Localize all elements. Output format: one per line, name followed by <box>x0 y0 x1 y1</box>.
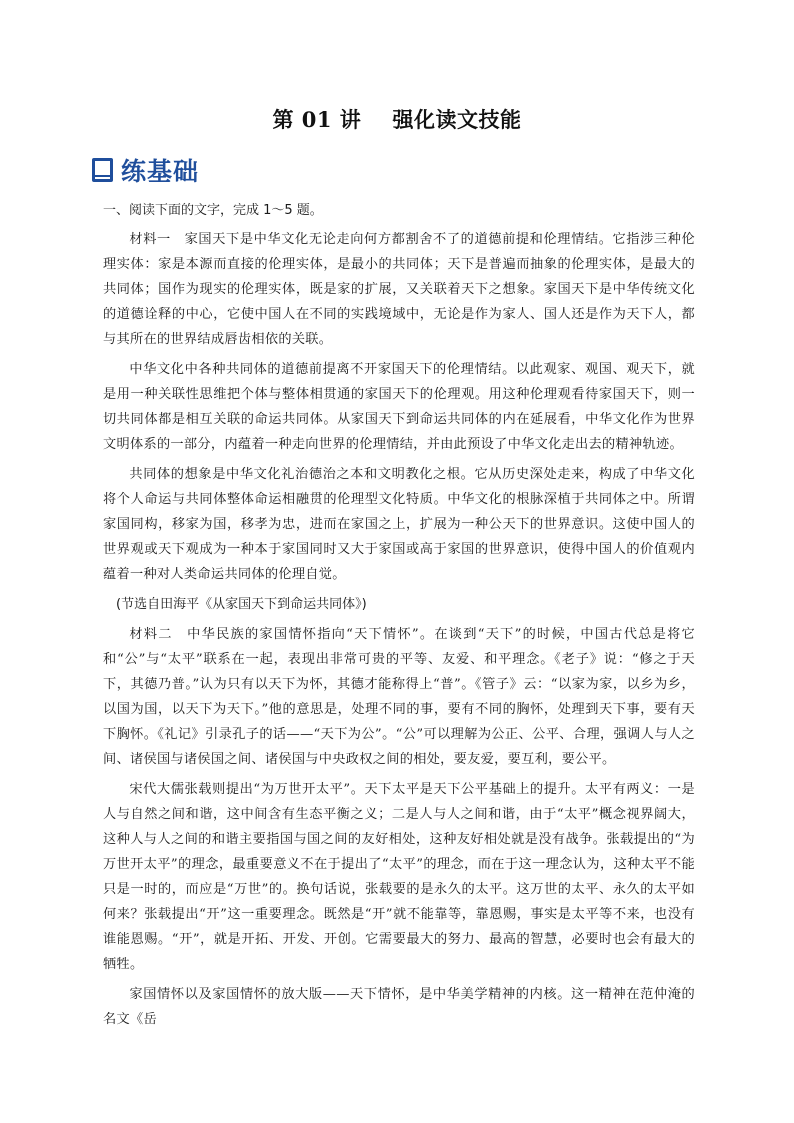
question-instruction: 一、阅读下面的文字，完成 1～5 题。 <box>103 203 323 218</box>
document-title: 第 01 讲 强化读文技能 <box>272 107 522 132</box>
paragraph: 共同体的想象是中华文化礼治德治之本和文明教化之根。它从历史深处走来，构成了中华文化将个人命运与共同体整体命运相融贯的伦理型文化特质。中华文化的根脉深植于共同体之中。所谓家国同构，移家为国，移孝为忠，进而在家国之上，扩展为一种公天下的世界意识。这使中国人的世界观或天下观成为一种本于家国同时又大于家国或高于家国的世界意识，使得中国人的价值观内蕴着一种对人类命运共同体的伦理自觉。 <box>103 467 695 582</box>
paragraph: 家国情怀以及家国情怀的放大版——天下情怀，是中华美学精神的内核。这一精神在范仲淹的名文《岳 <box>103 987 695 1027</box>
reading-content <box>103 198 695 1037</box>
book-icon <box>91 157 115 183</box>
section-label: 练基础 <box>121 157 200 186</box>
paragraph: 中华文化中各种共同体的道德前提离不开家国天下的伦理情结。以此观家、观国、观天下，就是用一种关联性思维把个体与整体相贯通的家国天下的伦理观。用这种伦理观看待家国天下，则一切共同体都是相互关联的命运共同体。从家国天下到命运共同体的内在延展看，中华文化作为世界文明体系的一部分，内蕴着一种走向世界的伦理情结，并由此预设了中华文化走出去的精神轨迹。 <box>103 362 695 452</box>
paragraph: 宋代大儒张载则提出“为万世开太平”。天下太平是天下公平基础上的提升。太平有两义：一是人与自然之间和谐，这中间含有生态平衡之义；二是人与人之间和谐，由于“太平”概念视界阔大，这种人与人之间的和谐主要指国与国之间的友好相处，这种友好相处就是没有战争。张载提出的“为万世开太平”的理念，最重要意义不在于提出了“太平”的理念，而在于这一理念认为，这种太平不能只是一时的，而应是“万世”的。换句话说，张载要的是永久的太平。这万世的太平、永久的太平如何来？张载提出“开”这一重要理念。既然是“开”就不能靠等，靠恩赐，事实是太平等不来，也没有谁能恩赐。“开”，就是开拓、开发、开创。它需要最大的努力、最高的智慧，必要时也会有最大的牺牲。 <box>103 782 695 972</box>
source-citation: (节选自田海平《从家国天下到命运共同体》) <box>116 597 367 612</box>
section-header <box>91 152 199 188</box>
paragraph: 材料一 家国天下是中华文化无论走向何方都割舍不了的道德前提和伦理情结。它指涉三种伦理实体：家是本源而直接的伦理实体，是最小的共同体；天下是普遍而抽象的伦理实体，是最大的共同体；国作为现实的伦理实体，既是家的扩展，又关联着天下之想象。家国天下是中华传统文化的道德诠释的中心，它使中国人在不同的实践境域中，无论是作为家人、国人还是作为天下人，都与其所在的世界结成唇齿相依的关联。 <box>103 232 695 347</box>
paragraph: 材料二 中华民族的家国情怀指向“天下情怀”。在谈到“天下”的时候，中国古代总是将它和“公”与“太平”联系在一起，表现出非常可贵的平等、友爱、和平理念。《老子》说：“修之于天下，其德乃普。”认为只有以天下为怀，其德才能称得上“普”。《管子》云：“以家为家，以乡为乡，以国为国，以天下为天下。”他的意思是，处理不同的事，要有不同的胸怀，处理到天下事，要有天下胸怀。《礼记》引录孔子的话——“天下为公”。“公”可以理解为公正、公平、合理，强调人与人之间、诸侯国与诸侯国之间、诸侯国与中央政权之间的相处，要友爱，要互利，要公平。 <box>103 627 695 767</box>
